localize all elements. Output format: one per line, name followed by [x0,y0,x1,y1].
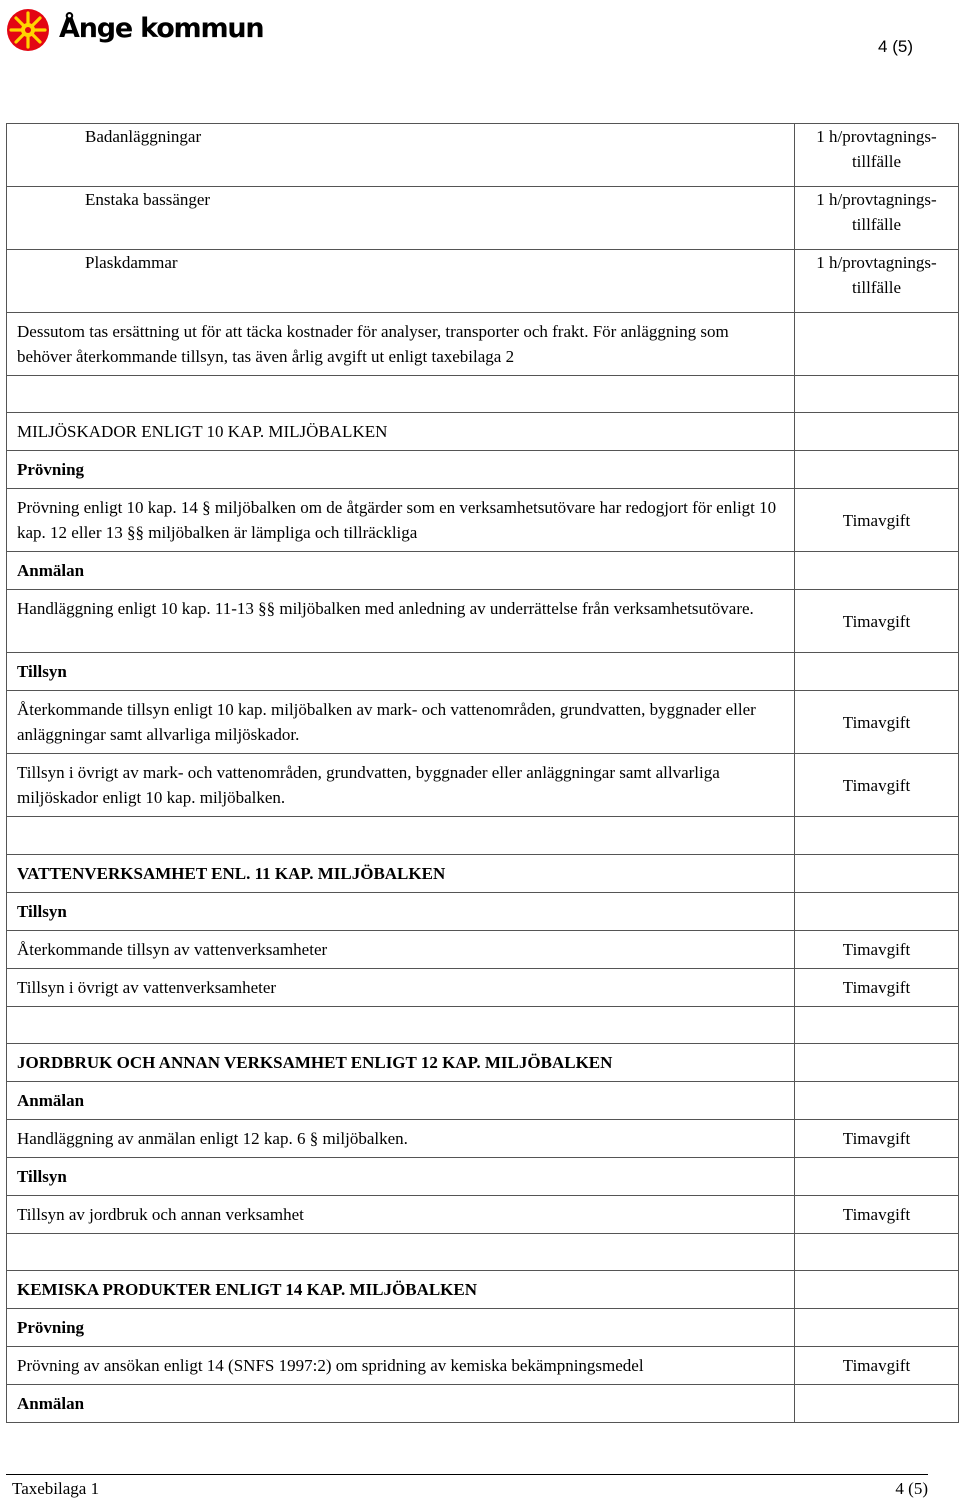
description-cell [7,1271,795,1309]
table-row [7,817,959,855]
description-cell [7,1082,795,1120]
subsection-label: Anmälan [17,1394,85,1413]
table-row [7,376,959,413]
fee-value: 1 h/provtagnings-tillfälle [816,190,937,234]
logo-text: Ånge kommun [59,12,264,44]
description-cell [7,969,795,1007]
section-heading: MILJÖSKADOR ENLIGT 10 KAP. MILJÖBALKEN [17,422,388,441]
description-cell [7,1309,795,1347]
description-cell [7,1385,795,1423]
page-footer [6,1474,928,1499]
table-row [7,1385,959,1423]
table-row [7,552,959,590]
fee-cell [795,1120,959,1158]
fee-cell [795,1309,959,1347]
table-row [7,1082,959,1120]
table-row [7,855,959,893]
footer-document-name: Taxebilaga 1 [12,1479,100,1498]
description-cell [7,590,795,653]
fee-cell [795,1385,959,1423]
description-cell [7,1007,795,1044]
fee-value: Timavgift [842,510,911,530]
table-row [7,1347,959,1385]
table-row [7,1271,959,1309]
table-row [7,187,959,250]
fee-cell [795,893,959,931]
fee-cell [795,590,959,653]
description-cell [7,552,795,590]
item-description: Återkommande tillsyn av vattenverksamheter [17,940,328,959]
fee-cell [795,653,959,691]
fee-value: Timavgift [842,775,911,795]
description-cell [7,653,795,691]
municipality-logo [6,5,263,55]
description-cell [7,1196,795,1234]
fee-cell [795,313,959,376]
item-description: Prövning enligt 10 kap. 14 § miljöbalken om de åtgärder som en verksamhetsutövare har redogjort för enligt 10 kap. 12 eller 13 §§ miljöbalken är lämpliga och tillräckliga [17,498,777,542]
description-cell [7,754,795,817]
description-cell [7,124,795,187]
table-row [7,691,959,754]
item-description: Återkommande tillsyn enligt 10 kap. miljöbalken av mark- och vattenområden, grundvatten, byggnader eller anläggningar samt allvarliga miljöskador. [17,700,756,744]
fee-cell [795,931,959,969]
description-cell [7,855,795,893]
fee-value: Timavgift [842,940,911,959]
item-description: Tillsyn i övrigt av vattenverksamheter [17,978,277,997]
item-label: Badanläggningar [85,127,202,146]
description-cell [7,187,795,250]
table-row [7,451,959,489]
fee-cell [795,1347,959,1385]
fee-cell [795,451,959,489]
subsection-label: Tillsyn [17,1167,67,1186]
fee-cell [795,187,959,250]
description-cell [7,250,795,313]
description-cell [7,817,795,855]
section-heading: JORDBRUK OCH ANNAN VERKSAMHET ENLIGT 12 KAP. MILJÖBALKEN [17,1053,613,1072]
description-cell [7,931,795,969]
item-description: Handläggning av anmälan enligt 12 kap. 6 § miljöbalken. [17,1129,408,1148]
subsection-label: Tillsyn [17,662,67,681]
fee-cell [795,376,959,413]
table-row [7,489,959,552]
fee-cell [795,855,959,893]
table-row [7,250,959,313]
section-heading: KEMISKA PRODUKTER ENLIGT 14 KAP. MILJÖBALKEN [17,1280,478,1299]
fee-value: 1 h/provtagnings-tillfälle [816,127,937,171]
fee-value: Timavgift [842,1205,911,1224]
description-cell [7,893,795,931]
fee-table-body [7,124,959,1423]
fee-cell [795,413,959,451]
table-row [7,1234,959,1271]
fee-value: Timavgift [842,978,911,997]
footer-page-number: 4 (5) [895,1479,928,1498]
section-heading: VATTENVERKSAMHET ENL. 11 KAP. MILJÖBALKEN [17,864,446,883]
table-row [7,590,959,653]
fee-cell [795,969,959,1007]
fee-cell [795,1196,959,1234]
table-row [7,653,959,691]
fee-cell [795,817,959,855]
subsection-label: Prövning [17,460,85,479]
sun-emblem-icon [6,8,50,52]
table-row [7,893,959,931]
table-row [7,1120,959,1158]
item-label: Plaskdammar [85,253,178,272]
description-cell [7,691,795,754]
fee-cell [795,552,959,590]
table-row [7,931,959,969]
fee-value: Timavgift [842,1356,911,1375]
item-description: Tillsyn av jordbruk och annan verksamhet [17,1205,304,1224]
table-row [7,1309,959,1347]
fee-cell [795,489,959,552]
item-description: Tillsyn i övrigt av mark- och vattenområden, grundvatten, byggnader eller anläggningar samt allvarliga miljöskador enligt 10 kap. miljöbalken. [17,763,720,807]
fee-cell [795,1158,959,1196]
description-cell [7,1120,795,1158]
item-description: Prövning av ansökan enligt 14 (SNFS 1997:2) om spridning av kemiska bekämpningsmedel [17,1356,644,1375]
description-cell [7,1347,795,1385]
description-cell [7,1044,795,1082]
fee-table [6,123,959,1423]
subsection-label: Prövning [17,1318,85,1337]
description-cell [7,451,795,489]
table-row [7,124,959,187]
table-row [7,969,959,1007]
fee-cell [795,124,959,187]
table-row [7,1007,959,1044]
table-row [7,313,959,376]
item-description: Dessutom tas ersättning ut för att täcka kostnader för analyser, transporter och frakt. För anläggning som behöver återkommande tillsyn, tas även årlig avgift ut enligt taxebilaga 2 [17,322,729,366]
description-cell [7,1234,795,1271]
table-row [7,754,959,817]
fee-cell [795,754,959,817]
subsection-label: Anmälan [17,561,85,580]
fee-cell [795,1271,959,1309]
item-description: Handläggning enligt 10 kap. 11-13 §§ miljöbalken med anledning av underrättelse från verksamhetsutövare. [17,599,754,618]
item-label: Enstaka bassänger [85,190,211,209]
table-row [7,1158,959,1196]
fee-cell [795,250,959,313]
fee-cell [795,1082,959,1120]
fee-value: Timavgift [842,1129,911,1148]
fee-cell [795,691,959,754]
description-cell [7,413,795,451]
table-row [7,1044,959,1082]
fee-cell [795,1234,959,1271]
fee-value: 1 h/provtagnings-tillfälle [816,253,937,297]
description-cell [7,1158,795,1196]
description-cell [7,313,795,376]
subsection-label: Anmälan [17,1091,85,1110]
page-number: 4 (5) [878,37,913,56]
fee-cell [795,1044,959,1082]
fee-value: Timavgift [842,712,911,732]
table-row [7,1196,959,1234]
subsection-label: Tillsyn [17,902,67,921]
description-cell [7,489,795,552]
fee-value: Timavgift [842,611,911,631]
description-cell [7,376,795,413]
table-row [7,413,959,451]
fee-cell [795,1007,959,1044]
